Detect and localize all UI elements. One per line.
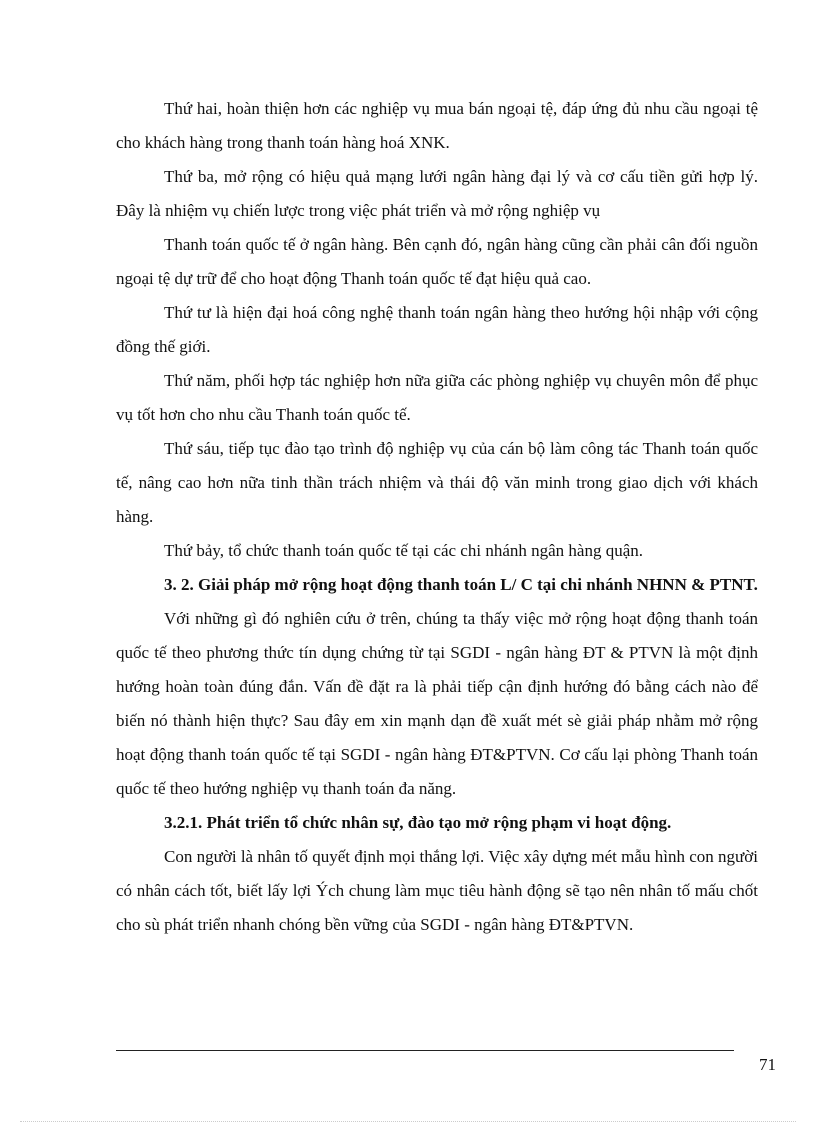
paragraph-thu-bay: Thứ bảy, tổ chức thanh toán quốc tế tại các chi nhánh ngân hàng quận. [164, 541, 643, 560]
page-body [116, 92, 758, 942]
section-heading-3-2-1: 3.2.1. Phát triển tổ chức nhân sự, đào tạo mở rộng phạm vi hoạt động. [164, 813, 672, 832]
paragraph-thu-sau: Thứ sáu, tiếp tục đào tạo trình độ nghiệp vụ của cán bộ làm công tác Thanh toán quốc tế, nâng cao hơn nữa tinh thần trách nhiệm và thái độ văn minh trong giao dịch với khách hàng. [116, 439, 758, 526]
paragraph-thanh-toan-quoc-te: Thanh toán quốc tế ở ngân hàng. Bên cạnh đó, ngân hàng cũng cần phải cân đối nguồn ngoại tệ dự trữ để cho hoạt động Thanh toán quốc tế đạt hiệu quả cao. [116, 235, 758, 288]
paragraph-section-3-2-1: Con người là nhân tố quyết định mọi thắng lợi. Việc xây dựng mét mẫu hình con người có nhân cách tốt, biết lấy lợi Ých chung làm mục tiêu hành động sẽ tạo nên nhân tố mấu chốt cho sù phát triển nhanh chóng bền vững của SGDI - ngân hàng ĐT&PTVN. [116, 847, 758, 934]
page-bottom-border [20, 1121, 796, 1122]
paragraph-thu-tu: Thứ tư là hiện đại hoá công nghệ thanh toán ngân hàng theo hướng hội nhập với cộng đồng thế giới. [116, 303, 758, 356]
paragraph-section-3-2: Với những gì đó nghiên cứu ở trên, chúng ta thấy việc mở rộng hoạt động thanh toán quốc tế theo phương thức tín dụng chứng từ tại SGDI - ngân hàng ĐT & PTVN là một định hướng hoàn toàn đúng đắn. Vấn đề đặt ra là phải tiếp cận định hướng đó bằng cách nào để biến nó thành hiện thực? Sau đây em xin mạnh dạn đề xuất mét sè giải pháp nhằm mở rộng hoạt động thanh toán quốc tế tại SGDI - ngân hàng ĐT&PTVN. Cơ cấu lại phòng Thanh toán quốc tế theo hướng nghiệp vụ thanh toán đa năng. [116, 609, 758, 798]
paragraph-thu-nam: Thứ năm, phối hợp tác nghiệp hơn nữa giữa các phòng nghiệp vụ chuyên môn để phục vụ tốt hơn cho nhu cầu Thanh toán quốc tế. [116, 371, 758, 424]
page-number: 71 [759, 1055, 776, 1074]
footer-divider [116, 1050, 734, 1051]
paragraph-thu-ba: Thứ ba, mở rộng có hiệu quả mạng lưới ngân hàng đại lý và cơ cấu tiền gửi hợp lý. Đây là nhiệm vụ chiến lược trong việc phát triển và mở rộng nghiệp vụ [116, 167, 758, 220]
paragraph-thu-hai: Thứ hai, hoàn thiện hơn các nghiệp vụ mua bán ngoại tệ, đáp ứng đủ nhu cầu ngoại tệ cho khách hàng trong thanh toán hàng hoá XNK. [116, 99, 758, 152]
section-heading-3-2: 3. 2. Giải pháp mở rộng hoạt động thanh toán L/ C tại chi nhánh NHNN & PTNT. [164, 575, 758, 594]
